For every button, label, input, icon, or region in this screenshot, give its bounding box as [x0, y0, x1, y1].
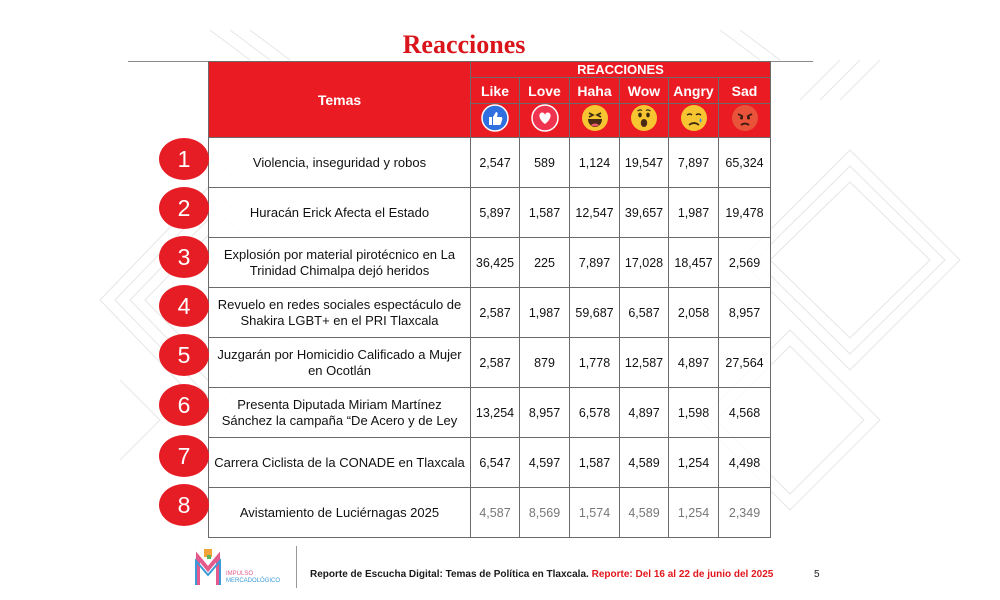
sad-value: 2,349 [719, 488, 771, 538]
like-value: 13,254 [471, 388, 520, 438]
row-topic: Revuelo en redes sociales espectáculo de Shakira LGBT+ en el PRI Tlaxcala [209, 288, 471, 338]
report-label: Reporte de Escucha Digital: Temas de Política en Tlaxcala. [310, 569, 589, 580]
love-value: 4,597 [520, 438, 570, 488]
row-number-badge: 6 [159, 384, 209, 426]
haha-icon [581, 104, 609, 132]
like-value: 4,587 [471, 488, 520, 538]
like-icon-cell [471, 104, 520, 138]
angry-value: 1,254 [669, 438, 719, 488]
haha-value: 1,587 [570, 438, 620, 488]
sad-value: 4,568 [719, 388, 771, 438]
love-icon-cell [520, 104, 570, 138]
sad-value: 2,569 [719, 238, 771, 288]
wow-value: 4,897 [620, 388, 669, 438]
like-value: 2,547 [471, 138, 520, 188]
wow-value: 17,028 [620, 238, 669, 288]
table-row [209, 238, 771, 288]
haha-icon-cell [570, 104, 620, 138]
col-wow: Wow [620, 78, 669, 104]
haha-value: 1,574 [570, 488, 620, 538]
row-topic: Avistamiento de Luciérnagas 2025 [209, 488, 471, 538]
love-value: 1,587 [520, 188, 570, 238]
row-topic: Violencia, inseguridad y robos [209, 138, 471, 188]
row-topic: Presenta Diputada Miriam Martínez Sánchez la campaña “De Acero y de Ley [209, 388, 471, 438]
sad-value: 27,564 [719, 338, 771, 388]
angry-value: 1,598 [669, 388, 719, 438]
row-number-badge: 4 [159, 285, 209, 327]
reactions-table [208, 61, 771, 538]
row-number-badge: 1 [159, 138, 209, 180]
row-topic: Explosión por material pirotécnico en La Trinidad Chimalpa dejó heridos [209, 238, 471, 288]
like-icon [481, 104, 509, 132]
like-value: 5,897 [471, 188, 520, 238]
like-value: 6,547 [471, 438, 520, 488]
love-value: 879 [520, 338, 570, 388]
haha-value: 1,778 [570, 338, 620, 388]
angry-value: 18,457 [669, 238, 719, 288]
impulso-logo [192, 545, 292, 589]
sad-value: 19,478 [719, 188, 771, 238]
table-row [209, 388, 771, 438]
row-number-badge: 8 [159, 484, 209, 526]
like-value: 36,425 [471, 238, 520, 288]
sad-icon [731, 104, 759, 132]
row-number-badge: 2 [159, 187, 209, 229]
header-reacciones: REACCIONES [471, 62, 771, 78]
table-row [209, 488, 771, 538]
angry-value: 7,897 [669, 138, 719, 188]
haha-value: 6,578 [570, 388, 620, 438]
wow-value: 4,589 [620, 438, 669, 488]
wow-value: 39,657 [620, 188, 669, 238]
table-row [209, 188, 771, 238]
love-value: 8,957 [520, 388, 570, 438]
wow-value: 6,587 [620, 288, 669, 338]
sad-icon-cell [719, 104, 771, 138]
table-row [209, 338, 771, 388]
col-like: Like [471, 78, 520, 104]
love-icon [531, 104, 559, 132]
angry-value: 4,897 [669, 338, 719, 388]
love-value: 8,569 [520, 488, 570, 538]
haha-value: 1,124 [570, 138, 620, 188]
col-haha: Haha [570, 78, 620, 104]
page-title: Reacciones [402, 30, 526, 59]
like-value: 2,587 [471, 288, 520, 338]
haha-value: 12,547 [570, 188, 620, 238]
sad-value: 4,498 [719, 438, 771, 488]
wow-icon-cell [620, 104, 669, 138]
logo-text-line2: MERCADOLÓGICO [226, 578, 281, 584]
sad-value: 65,324 [719, 138, 771, 188]
row-topic: Juzgarán por Homicidio Calificado a Mujer en Ocotlán [209, 338, 471, 388]
table-row [209, 438, 771, 488]
footer-divider [296, 546, 297, 588]
report-dates: Reporte: Del 16 al 22 de junio del 2025 [591, 569, 774, 580]
angry-icon [680, 104, 708, 132]
wow-value: 12,587 [620, 338, 669, 388]
row-topic: Carrera Ciclista de la CONADE en Tlaxcala [209, 438, 471, 488]
angry-value: 1,254 [669, 488, 719, 538]
angry-value: 1,987 [669, 188, 719, 238]
wow-icon [630, 104, 658, 132]
love-value: 225 [520, 238, 570, 288]
table-row [209, 288, 771, 338]
logo-text-line1: IMPULSO [226, 571, 254, 577]
row-topic: Huracán Erick Afecta el Estado [209, 188, 471, 238]
page-number: 5 [814, 569, 820, 580]
love-value: 589 [520, 138, 570, 188]
col-angry: Angry [669, 78, 719, 104]
col-love: Love [520, 78, 570, 104]
sad-value: 8,957 [719, 288, 771, 338]
row-number-badge: 7 [159, 435, 209, 477]
row-number-badge: 3 [159, 236, 209, 278]
table-row [209, 138, 771, 188]
angry-icon-cell [669, 104, 719, 138]
header-temas: Temas [209, 62, 471, 138]
wow-value: 19,547 [620, 138, 669, 188]
angry-value: 2,058 [669, 288, 719, 338]
wow-value: 4,589 [620, 488, 669, 538]
haha-value: 59,687 [570, 288, 620, 338]
like-value: 2,587 [471, 338, 520, 388]
love-value: 1,987 [520, 288, 570, 338]
haha-value: 7,897 [570, 238, 620, 288]
row-number-badge: 5 [159, 334, 209, 376]
report-footer [310, 569, 773, 580]
col-sad: Sad [719, 78, 771, 104]
